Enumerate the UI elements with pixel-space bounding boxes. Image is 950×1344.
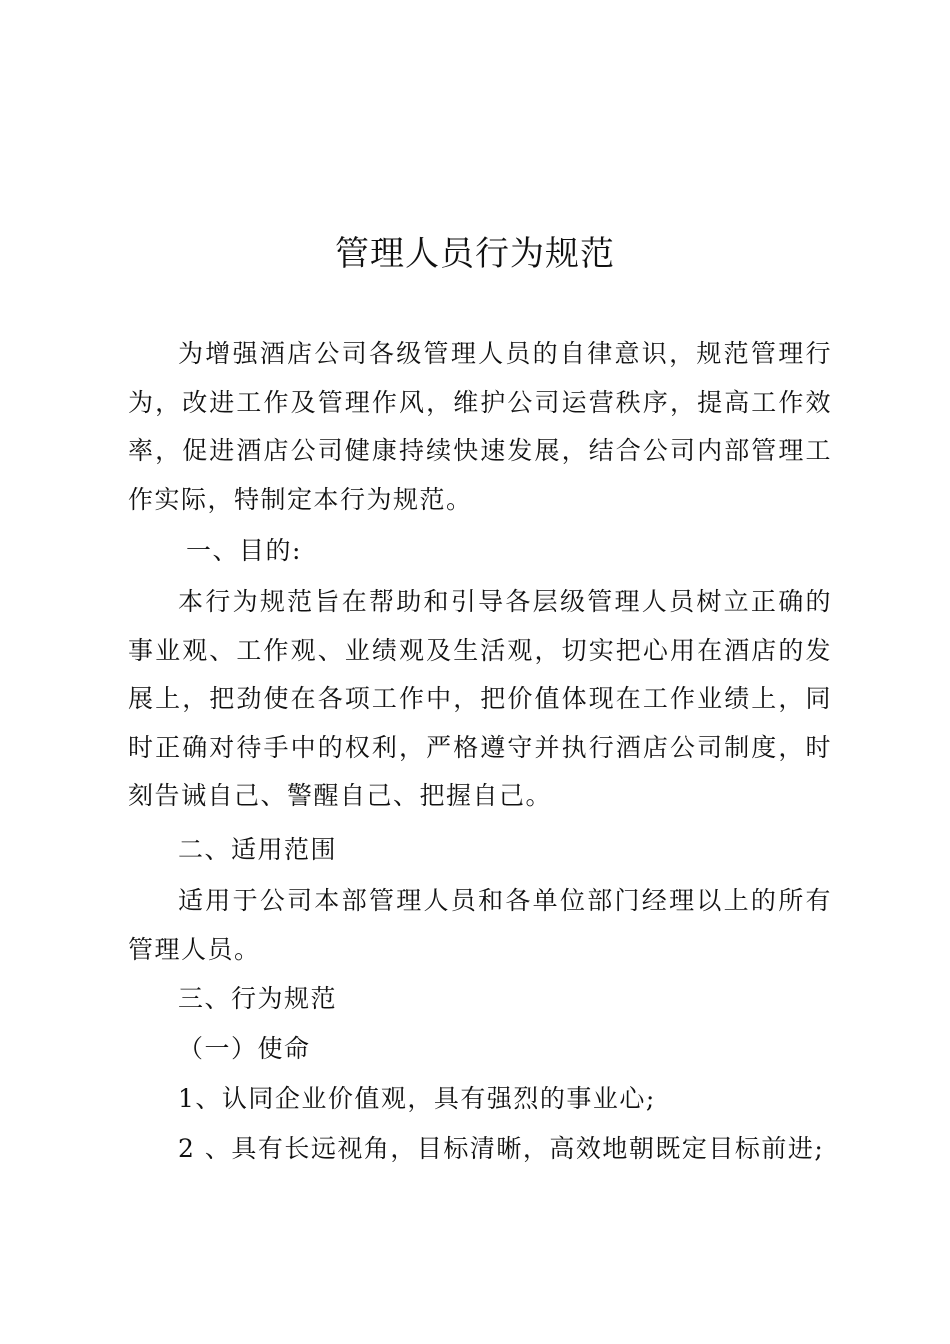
- conduct-heading: 三、行为规范: [178, 984, 338, 1013]
- list-item: 2 、具有长远视角，目标清晰，高效地朝既定目标前进;: [178, 1134, 825, 1163]
- intro-paragraph: 为增强酒店公司各级管理人员的自律意识，规范管理行为，改进工作及管理作风，维护公司运营秩序，提高工作效率，促进酒店公司健康持续快速发展，结合公司内部管理工作实际，特制定本行为规范。: [128, 339, 832, 514]
- purpose-heading: 一、目的:: [186, 536, 302, 565]
- purpose-paragraph: 本行为规范旨在帮助和引导各层级管理人员树立正确的事业观、工作观、业绩观及生活观，切实把心用在酒店的发展上，把劲使在各项工作中，把价值体现在工作业绩上，同时正确对待手中的权利，严格遵守并执行酒店公司制度，时刻告诫自己、警醒自己、把握自己。: [128, 587, 832, 810]
- scope-heading: 二、适用范围: [178, 835, 338, 864]
- mission-heading: （一）使命: [178, 1034, 311, 1063]
- list-item: 1、认同企业价值观，具有强烈的事业心;: [178, 1084, 656, 1113]
- scope-paragraph: 适用于公司本部管理人员和各单位部门经理以上的所有管理人员。: [128, 886, 832, 964]
- document-title: 管理人员行为规范: [335, 234, 615, 274]
